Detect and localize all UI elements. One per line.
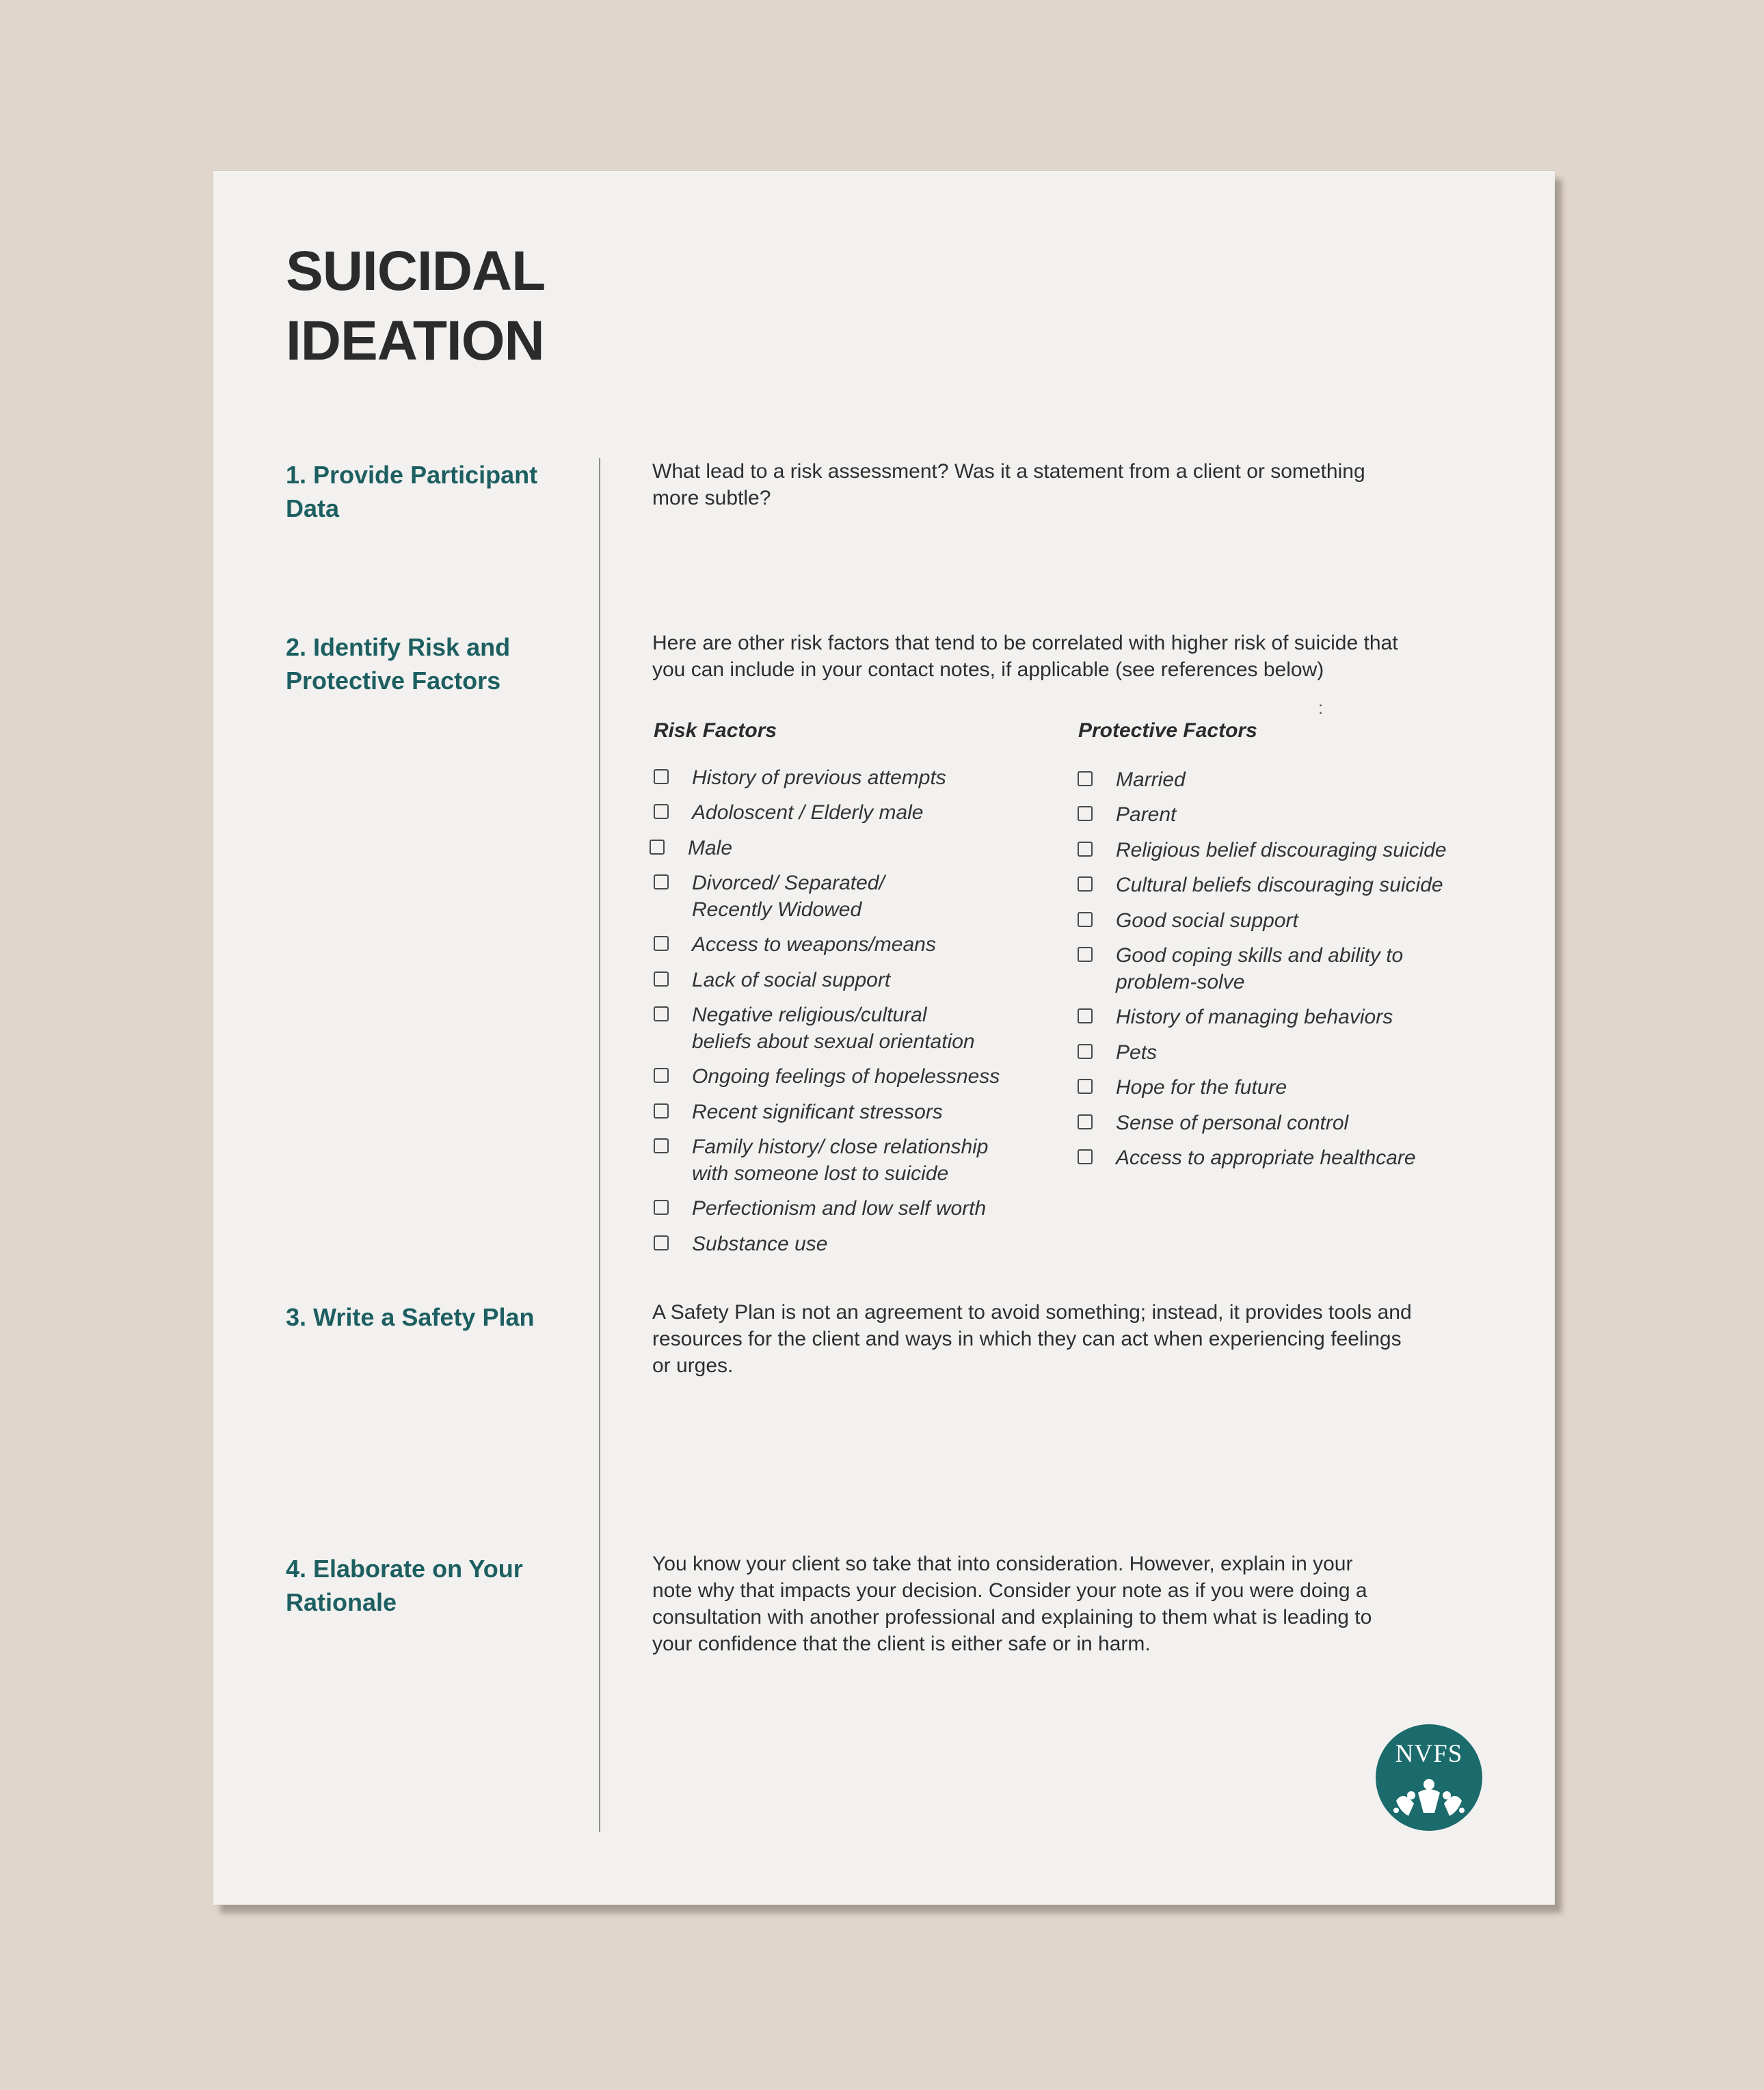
protective-item-hope-future[interactable]: Hope for the future [1116,1074,1287,1101]
risk-item-stressors[interactable]: Recent significant stressors [692,1099,943,1125]
checkbox[interactable] [1078,1114,1093,1129]
section-2-text: Here are other risk factors that tend to be correlated with higher risk of suicide that you can include in your contact notes, if applicable (see references below) [652,632,1398,681]
checkbox[interactable] [654,1235,669,1250]
title-line-2: IDEATION [286,310,544,372]
risk-item-hopelessness[interactable]: Ongoing feelings of hopelessness [692,1063,1000,1090]
section-3-text: A Safety Plan is not an agreement to avoid something; instead, it provides tools and resources for the client and ways in which they can act when experiencing feelings or urges. [652,1301,1412,1377]
section-3-title: 3. Write a Safety Plan [286,1303,535,1331]
checkbox[interactable] [654,1138,669,1153]
protective-item-religious-belief[interactable]: Religious belief discouraging suicide [1116,837,1447,863]
checkbox[interactable] [1078,771,1093,786]
section-1-title: 1. Provide Participant Data [286,461,538,522]
checkbox[interactable] [1078,947,1093,962]
protective-item-personal-control[interactable]: Sense of personal control [1116,1110,1348,1136]
title-line-1: SUICIDAL [286,240,546,302]
protective-item-married[interactable]: Married [1116,766,1186,793]
risk-item-previous-attempts[interactable]: History of previous attempts [692,764,946,791]
risk-item-male[interactable]: Male [688,835,732,861]
risk-item-substance-use[interactable]: Substance use [692,1231,827,1257]
checkbox[interactable] [654,1068,669,1083]
section-4-title: 4. Elaborate on Your Rationale [286,1555,523,1616]
section-1-text: What lead to a risk assessment? Was it a statement from a client or something more subtle? [652,460,1365,509]
risk-item-family-history[interactable]: Family history/ close relationship with someone lost to suicide [692,1134,989,1187]
checkbox[interactable] [654,936,669,951]
protective-item-social-support[interactable]: Good social support [1116,907,1298,934]
protective-factors-heading: Protective Factors [1078,719,1257,742]
checkbox[interactable] [1078,912,1093,927]
protective-item-cultural-beliefs[interactable]: Cultural beliefs discouraging suicide [1116,872,1443,898]
checkbox[interactable] [1078,1149,1093,1164]
checkbox[interactable] [1078,876,1093,892]
checkbox[interactable] [1078,1008,1093,1023]
stray-mark: : [1318,697,1324,718]
risk-item-divorced-separated[interactable]: Divorced/ Separated/ Recently Widowed [692,870,885,923]
checkbox[interactable] [1078,1079,1093,1094]
checkbox[interactable] [654,972,669,987]
protective-item-healthcare[interactable]: Access to appropriate healthcare [1116,1144,1416,1171]
document-title [286,237,545,376]
section-4-text: You know your client so take that into consideration. However, explain in your note why that impacts your decision. Consider your note as if you were doing a consultation with another professional and explaining to them what is leading to your confidence that the client is either safe or in harm. [652,1553,1372,1655]
protective-item-coping-skills[interactable]: Good coping skills and ability to problem-solve [1116,942,1403,995]
checkbox[interactable] [1078,842,1093,857]
risk-item-access-weapons[interactable]: Access to weapons/means [692,931,936,958]
checkbox[interactable] [654,1103,669,1118]
logo-text: NVFS [1395,1740,1463,1768]
risk-factors-heading: Risk Factors [654,719,777,742]
risk-item-adolescent-elderly-male[interactable]: Adoloscent / Elderly male [692,799,924,826]
section-2-title: 2. Identify Risk and Protective Factors [286,633,511,695]
nvfs-logo [1376,1724,1482,1831]
checkbox[interactable] [654,804,669,819]
risk-item-negative-beliefs[interactable]: Negative religious/cultural beliefs about sexual orientation [692,1002,975,1055]
risk-item-perfectionism[interactable]: Perfectionism and low self worth [692,1195,986,1222]
protective-item-pets[interactable]: Pets [1116,1039,1157,1066]
risk-item-lack-social-support[interactable]: Lack of social support [692,967,890,993]
checkbox[interactable] [654,874,669,889]
vertical-divider [599,458,600,1832]
checkbox[interactable] [654,1200,669,1215]
checkbox[interactable] [654,1006,669,1021]
checkbox[interactable] [1078,806,1093,821]
protective-item-managing-behaviors[interactable]: History of managing behaviors [1116,1004,1393,1030]
checkbox[interactable] [654,769,669,784]
checkbox[interactable] [650,840,665,855]
checkbox[interactable] [1078,1044,1093,1059]
protective-item-parent[interactable]: Parent [1116,801,1176,828]
document-page [213,171,1555,1905]
